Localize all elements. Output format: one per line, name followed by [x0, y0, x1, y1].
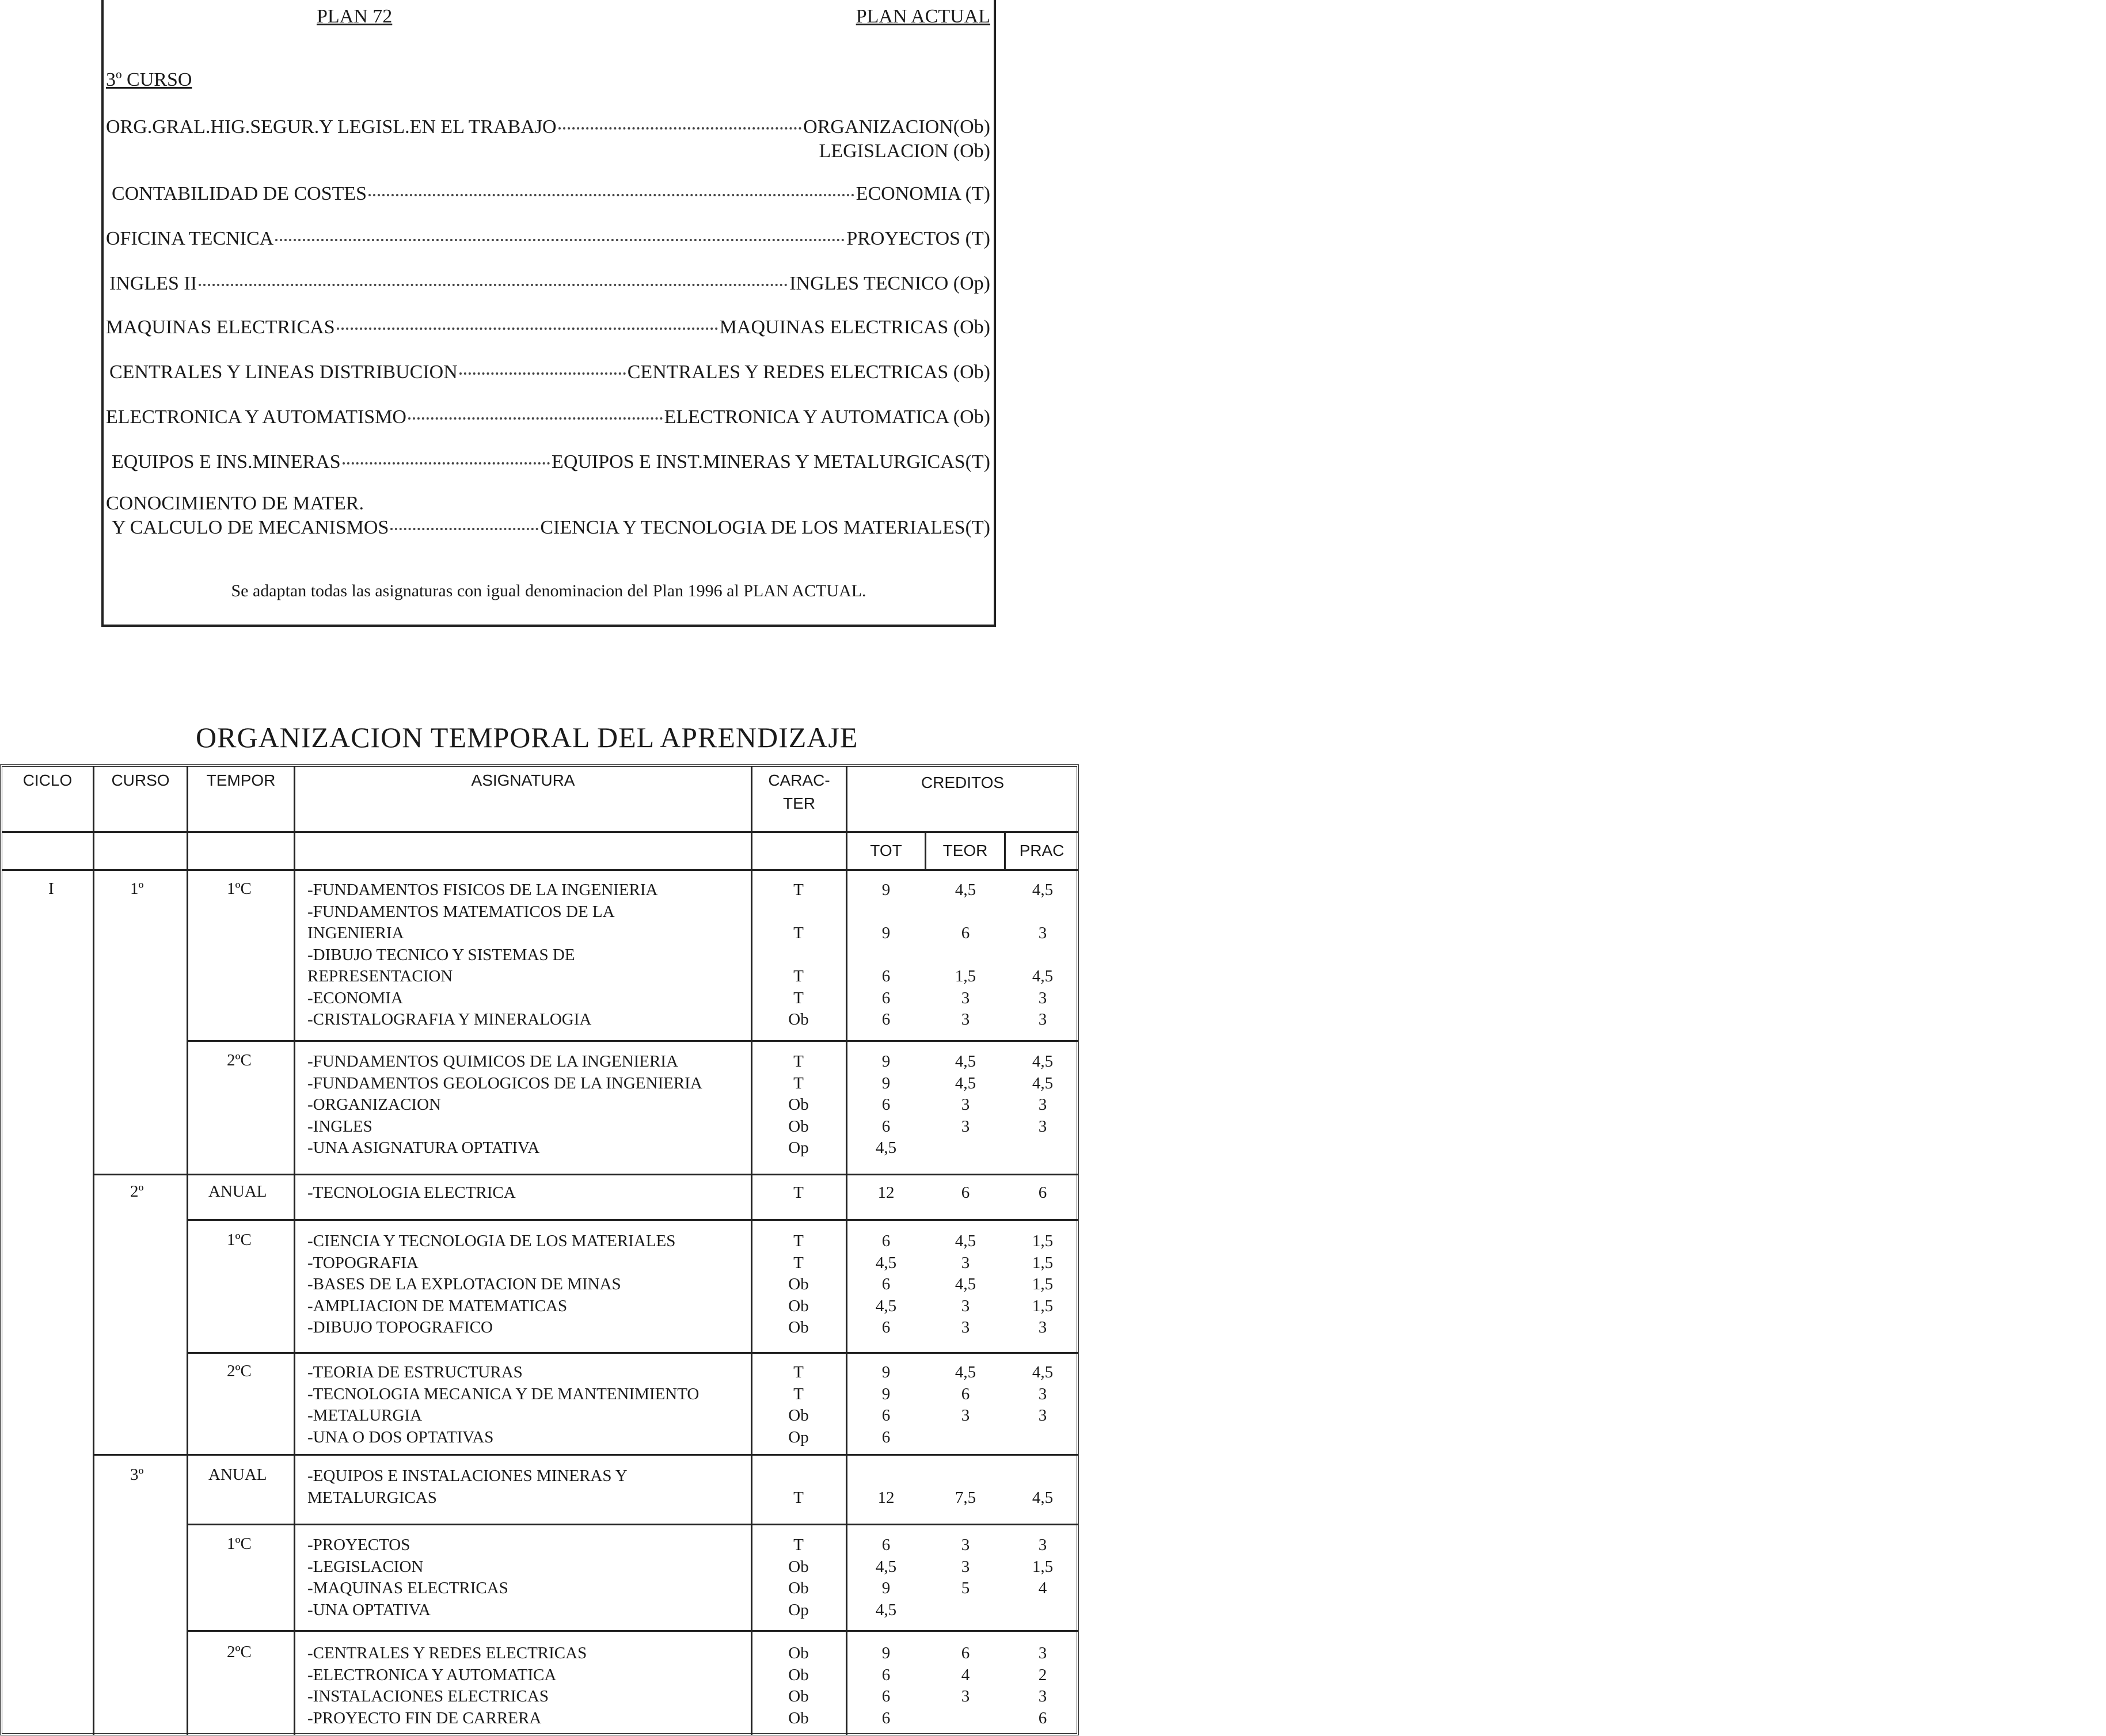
credits-prac: 4,5	[1032, 967, 1054, 985]
credits-teor: 6	[961, 1384, 970, 1403]
header-tot: TOT	[870, 842, 902, 859]
header-asignatura: ASIGNATURA	[471, 771, 575, 789]
caracter-value: Ob	[788, 1406, 809, 1425]
credits-teor: 3	[961, 1095, 970, 1114]
credits-tot: 9	[881, 1579, 891, 1597]
subject-name: -PROYECTOS	[307, 1536, 410, 1554]
subject-name: -LEGISLACION	[307, 1557, 424, 1576]
credits-teor: 3	[961, 1687, 970, 1705]
caracter-value: T	[793, 967, 804, 985]
credits-teor: 6	[961, 924, 970, 942]
equiv-row	[112, 517, 990, 539]
equiv-new-2: LEGISLACION (Ob)	[819, 140, 990, 162]
equiv-old-top: CONOCIMIENTO DE MATER.	[106, 493, 364, 514]
equiv-new: CENTRALES Y REDES ELECTRICAS (Ob)	[627, 361, 990, 383]
equiv-old: CENTRALES Y LINEAS DISTRIBUCION	[109, 361, 458, 383]
credits-tot: 6	[881, 1427, 891, 1446]
equiv-new: INGLES TECNICO (Op)	[789, 273, 990, 294]
credits-teor: 7,5	[955, 1488, 976, 1507]
credits-prac: 3	[1038, 1536, 1047, 1554]
caracter-value: T	[793, 1488, 804, 1507]
caracter-value: T	[793, 1052, 804, 1071]
equiv-new: CIENCIA Y TECNOLOGIA DE LOS MATERIALES(T)	[540, 517, 990, 538]
caracter-value: Ob	[788, 1708, 809, 1727]
equiv-old: ELECTRONICA Y AUTOMATISMO	[106, 406, 406, 428]
credits-tot: 6	[881, 988, 891, 1007]
equiv-row	[109, 361, 990, 383]
caracter-value: Ob	[788, 1644, 809, 1662]
credits-teor: 3	[961, 1406, 970, 1425]
subject-name: -CIENCIA Y TECNOLOGIA DE LOS MATERIALES	[307, 1232, 676, 1250]
subject-name: -INSTALACIONES ELECTRICAS	[307, 1687, 549, 1705]
credits-prac: 6	[1038, 1183, 1047, 1202]
credits-tot: 6	[881, 1232, 891, 1250]
subject-name: -UNA OPTATIVA	[307, 1600, 431, 1619]
curso-value: 1º	[130, 880, 144, 898]
header-caracter-2: TER	[783, 794, 815, 812]
subject-name: -UNA ASIGNATURA OPTATIVA	[307, 1139, 540, 1157]
caracter-value: T	[793, 924, 804, 942]
equiv-new: ELECTRONICA Y AUTOMATICA (Ob)	[664, 406, 990, 428]
curso-value: 3º	[130, 1465, 144, 1484]
tempor-value: 2ºC	[227, 1643, 252, 1661]
credits-teor: 4,5	[955, 1363, 976, 1381]
credits-prac: 3	[1038, 1318, 1047, 1337]
credits-prac: 4,5	[1032, 1052, 1054, 1071]
equiv-new: ORGANIZACION(Ob)	[803, 116, 990, 138]
credits-prac: 3	[1038, 1095, 1047, 1114]
curso-value: 2º	[130, 1182, 144, 1201]
caracter-value: T	[793, 1073, 804, 1092]
caracter-value: T	[793, 988, 804, 1007]
credits-tot: 6	[881, 1275, 891, 1293]
caracter-value: T	[793, 1253, 804, 1272]
tempor-value: 2ºC	[227, 1362, 252, 1380]
header-tempor: TEMPOR	[206, 771, 276, 789]
credits-prac: 4,5	[1032, 881, 1054, 899]
caracter-value: T	[793, 881, 804, 899]
tempor-value: 2ºC	[227, 1051, 252, 1069]
credits-tot: 12	[877, 1183, 895, 1202]
credits-teor: 3	[961, 1536, 970, 1554]
course-label: 3º CURSO	[106, 69, 192, 90]
credits-prac: 1,5	[1032, 1557, 1054, 1576]
credits-prac: 2	[1038, 1665, 1047, 1684]
caracter-value: Ob	[788, 1117, 809, 1136]
credits-tot: 6	[881, 1010, 891, 1029]
credits-tot: 6	[881, 1536, 891, 1554]
subject-name: -CRISTALOGRAFIA Y MINERALOGIA	[307, 1010, 592, 1029]
credits-teor: 4,5	[955, 881, 976, 899]
caracter-value: Ob	[788, 1318, 809, 1337]
page-title: ORGANIZACION TEMPORAL DEL APRENDIZAJE	[196, 721, 858, 753]
credits-teor: 4,5	[955, 1052, 976, 1071]
subject-name: -DIBUJO TECNICO Y SISTEMAS DE	[307, 945, 575, 964]
credits-tot: 6	[881, 1318, 891, 1337]
credits-tot: 4,5	[875, 1600, 897, 1619]
header-curso: CURSO	[111, 771, 170, 789]
credits-prac: 3	[1038, 1384, 1047, 1403]
tempor-value: 1ºC	[227, 1535, 252, 1553]
credits-tot: 9	[881, 924, 891, 942]
caracter-value: T	[793, 1232, 804, 1250]
caracter-value: T	[793, 1363, 804, 1381]
equiv-new: ECONOMIA (T)	[856, 183, 990, 204]
credits-teor: 3	[961, 1318, 970, 1337]
equivalence-note: Se adaptan todas las asignaturas con igual denominacion del Plan 1996 al PLAN ACTUAL.	[231, 581, 866, 600]
header-caracter-1: CARAC-	[768, 771, 830, 789]
credits-tot: 6	[881, 1095, 891, 1114]
credits-prac: 3	[1038, 988, 1047, 1007]
credits-tot: 9	[881, 1052, 891, 1071]
caracter-value: T	[793, 1384, 804, 1403]
equiv-old: MAQUINAS ELECTRICAS	[106, 317, 335, 338]
equiv-old: OFICINA TECNICA	[106, 228, 274, 249]
subject-name: -INGLES	[307, 1117, 372, 1136]
subject-name: -ORGANIZACION	[307, 1095, 441, 1114]
caracter-value: Ob	[788, 1010, 809, 1029]
credits-tot: 6	[881, 1708, 891, 1727]
credits-tot: 6	[881, 1406, 891, 1425]
subject-name: -FUNDAMENTOS GEOLOGICOS DE LA INGENIERIA	[307, 1073, 702, 1092]
equiv-row	[109, 273, 990, 295]
credits-prac: 3	[1038, 1687, 1047, 1705]
subject-name: -CENTRALES Y REDES ELECTRICAS	[307, 1644, 587, 1662]
credits-tot: 6	[881, 1665, 891, 1684]
subject-name: -TOPOGRAFIA	[307, 1253, 419, 1272]
subject-name: INGENIERIA	[307, 924, 404, 942]
equiv-row	[106, 406, 990, 428]
credits-prac: 3	[1038, 1010, 1047, 1029]
credits-tot: 6	[881, 967, 891, 985]
credits-prac: 1,5	[1032, 1253, 1054, 1272]
equiv-row	[106, 317, 990, 338]
caracter-value: T	[793, 1183, 804, 1202]
credits-tot: 4,5	[875, 1139, 897, 1157]
credits-teor: 3	[961, 1117, 970, 1136]
equiv-old: INGLES II	[109, 273, 197, 294]
credits-teor: 4	[961, 1665, 970, 1684]
credits-tot: 9	[881, 1644, 891, 1662]
credits-tot: 9	[881, 1073, 891, 1092]
equiv-new: PROYECTOS (T)	[846, 228, 990, 249]
tempor-value: ANUAL	[208, 1465, 267, 1484]
equiv-old: Y CALCULO DE MECANISMOS	[112, 517, 389, 538]
subject-name: REPRESENTACION	[307, 967, 453, 985]
credits-tot: 9	[881, 1384, 891, 1403]
subject-name: -EQUIPOS E INSTALACIONES MINERAS Y	[307, 1467, 628, 1485]
curriculum-table	[0, 764, 1079, 1735]
credits-teor: 6	[961, 1644, 970, 1662]
subject-name: -UNA O DOS OPTATIVAS	[307, 1427, 494, 1446]
equiv-old: CONTABILIDAD DE COSTES	[112, 183, 367, 204]
equiv-row	[112, 451, 990, 473]
equiv-row	[112, 183, 990, 205]
credits-prac: 3	[1038, 1644, 1047, 1662]
credits-tot: 4,5	[875, 1557, 897, 1576]
credits-prac: 3	[1038, 1406, 1047, 1425]
credits-tot: 6	[881, 1117, 891, 1136]
subject-name: -MAQUINAS ELECTRICAS	[307, 1579, 508, 1597]
subject-name: -DIBUJO TOPOGRAFICO	[307, 1318, 493, 1337]
credits-tot: 9	[881, 1363, 891, 1381]
caracter-value: Ob	[788, 1687, 809, 1705]
subject-name: METALURGICAS	[307, 1488, 437, 1507]
credits-teor: 3	[961, 1296, 970, 1315]
credits-teor: 3	[961, 1253, 970, 1272]
tempor-value: 1ºC	[227, 1231, 252, 1249]
caracter-value: Ob	[788, 1557, 809, 1576]
caracter-value: Ob	[788, 1579, 809, 1597]
caracter-value: Op	[788, 1139, 809, 1157]
subject-name: -ELECTRONICA Y AUTOMATICA	[307, 1665, 557, 1684]
subject-name: -AMPLIACION DE MATEMATICAS	[307, 1296, 568, 1315]
credits-prac: 4	[1038, 1579, 1047, 1597]
credits-prac: 1,5	[1032, 1296, 1054, 1315]
credits-teor: 4,5	[955, 1073, 976, 1092]
header-prac: PRAC	[1019, 842, 1065, 859]
caracter-value: Ob	[788, 1665, 809, 1684]
credits-teor: 4,5	[955, 1275, 976, 1293]
credits-prac: 4,5	[1032, 1488, 1054, 1507]
tempor-value: ANUAL	[208, 1182, 267, 1201]
equiv-old: ORG.GRAL.HIG.SEGUR.Y LEGISL.EN EL TRABAJO	[106, 116, 557, 138]
caracter-value: Ob	[788, 1095, 809, 1114]
caracter-value: T	[793, 1536, 804, 1554]
credits-prac: 4,5	[1032, 1073, 1054, 1092]
credits-teor: 3	[961, 988, 970, 1007]
header-ciclo: CICLO	[22, 771, 73, 789]
subject-name: -BASES DE LA EXPLOTACION DE MINAS	[307, 1275, 621, 1293]
credits-prac: 1,5	[1032, 1232, 1054, 1250]
tempor-value: 1ºC	[227, 880, 252, 898]
caracter-value: Op	[788, 1600, 809, 1619]
subject-name: -FUNDAMENTOS QUIMICOS DE LA INGENIERIA	[307, 1052, 678, 1071]
ciclo-value: I	[48, 880, 54, 898]
credits-prac: 3	[1038, 1117, 1047, 1136]
credits-teor: 3	[961, 1557, 970, 1576]
credits-tot: 6	[881, 1687, 891, 1705]
equiv-row	[106, 228, 990, 250]
credits-prac: 1,5	[1032, 1275, 1054, 1293]
credits-prac: 6	[1038, 1708, 1047, 1727]
credits-prac: 3	[1038, 924, 1047, 942]
credits-tot: 4,5	[875, 1296, 897, 1315]
credits-tot: 12	[877, 1488, 895, 1507]
header-teor: TEOR	[942, 842, 988, 859]
equiv-row	[106, 116, 990, 138]
header-plan-actual: PLAN ACTUAL	[856, 6, 990, 27]
caracter-value: Ob	[788, 1275, 809, 1293]
subject-name: -FUNDAMENTOS MATEMATICOS DE LA	[307, 902, 615, 921]
subject-name: -FUNDAMENTOS FISICOS DE LA INGENIERIA	[307, 881, 658, 899]
subject-name: -METALURGIA	[307, 1406, 423, 1425]
equiv-new: MAQUINAS ELECTRICAS (Ob)	[719, 317, 990, 338]
credits-teor: 5	[961, 1579, 970, 1597]
credits-teor: 6	[961, 1183, 970, 1202]
subject-name: -TEORIA DE ESTRUCTURAS	[307, 1363, 523, 1381]
header-plan72: PLAN 72	[317, 6, 393, 27]
header-creditos: CREDITOS	[921, 774, 1005, 791]
caracter-value: Ob	[788, 1296, 809, 1315]
equivalence-box	[101, 0, 996, 627]
credits-teor: 1,5	[955, 967, 976, 985]
credits-teor: 3	[961, 1010, 970, 1029]
credits-prac: 4,5	[1032, 1363, 1054, 1381]
subject-name: -ECONOMIA	[307, 988, 403, 1007]
credits-teor: 4,5	[955, 1232, 976, 1250]
caracter-value: Op	[788, 1427, 809, 1446]
equiv-old: EQUIPOS E INS.MINERAS	[112, 451, 341, 473]
subject-name: -PROYECTO FIN DE CARRERA	[307, 1708, 542, 1727]
credits-tot: 9	[881, 881, 891, 899]
credits-tot: 4,5	[875, 1253, 897, 1272]
subject-name: -TECNOLOGIA MECANICA Y DE MANTENIMIENTO	[307, 1384, 700, 1403]
subject-name: -TECNOLOGIA ELECTRICA	[307, 1183, 516, 1202]
equiv-new: EQUIPOS E INST.MINERAS Y METALURGICAS(T)	[552, 451, 990, 473]
